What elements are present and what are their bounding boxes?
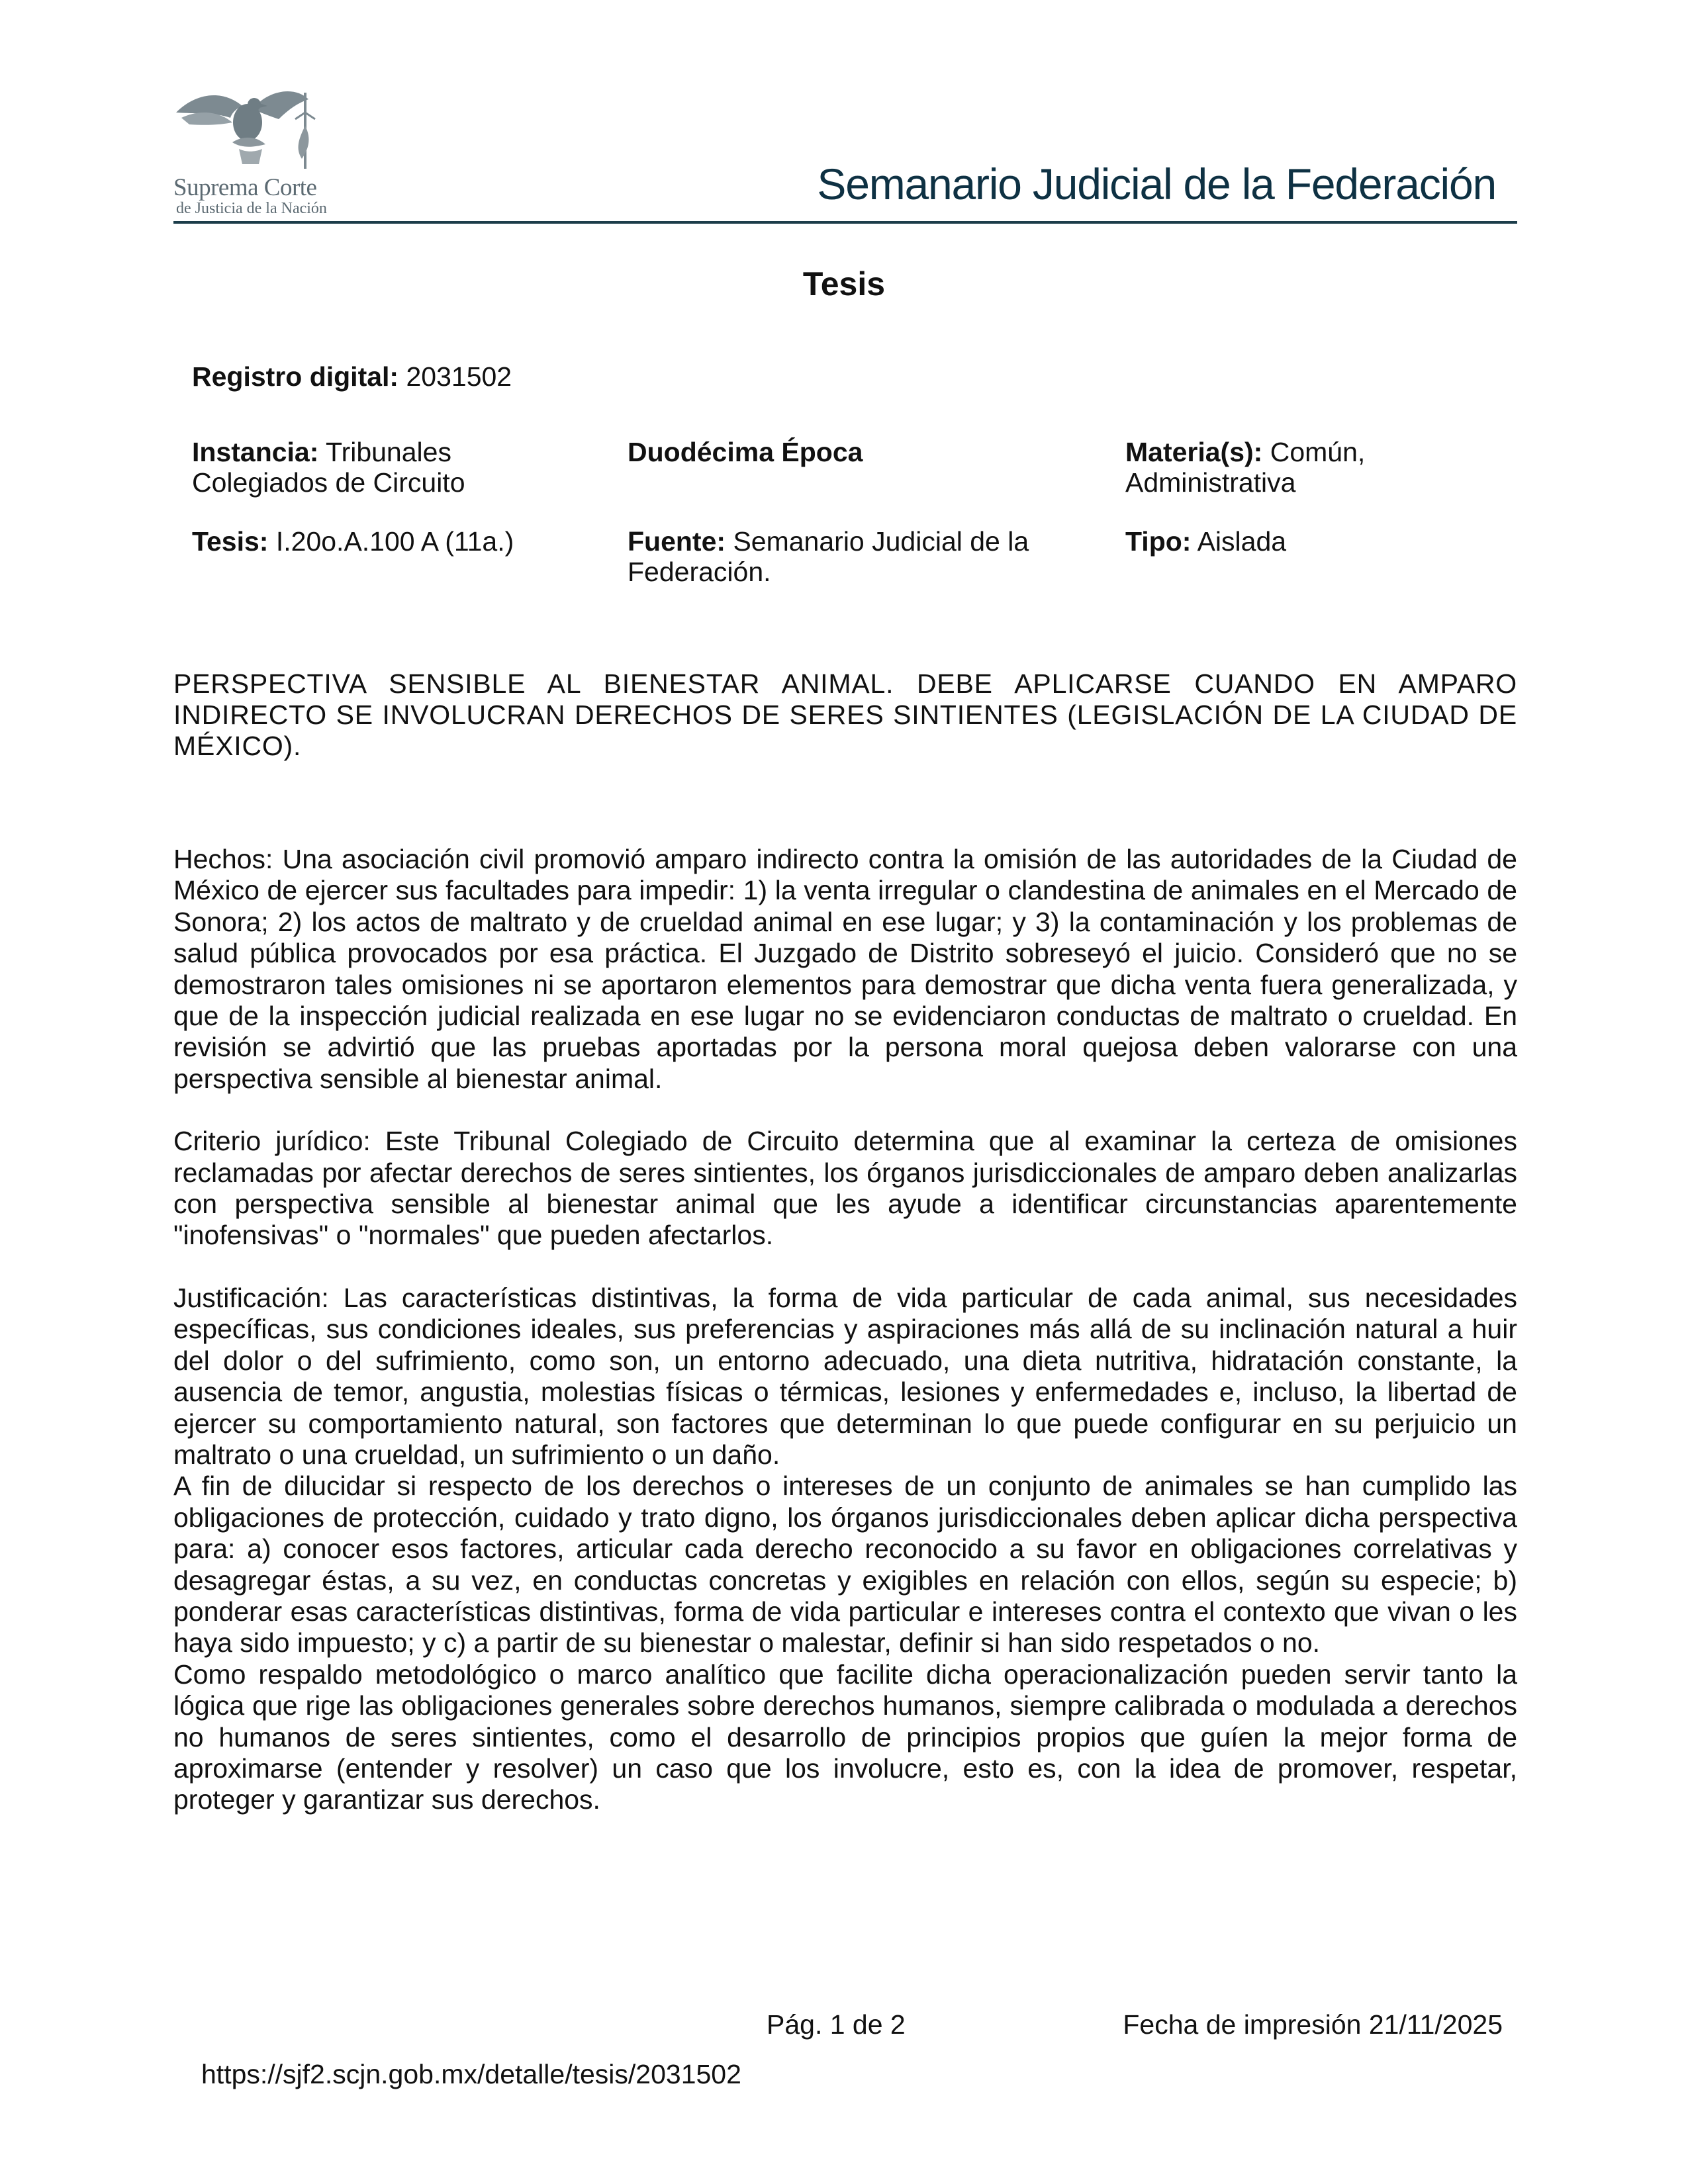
logo-subtitle: de Justicia de la Nación	[176, 200, 327, 217]
tipo-value: Aislada	[1197, 526, 1287, 557]
epoca-label: Duodécima Época	[628, 437, 863, 467]
tesis-label: Tesis:	[192, 526, 269, 557]
registro-digital	[192, 361, 512, 392]
tesis-number	[192, 526, 602, 557]
fuente-value: Semanario Judicial de la Federación.	[628, 526, 1029, 587]
print-date: Fecha de impresión 21/11/2025	[1123, 2009, 1503, 2040]
instancia-value: Tribunales Colegiados de Circuito	[192, 437, 465, 498]
paragraph-justificacion-2: A fin de dilucidar si respecto de los derechos o intereses de un conjunto de animales se han cumplido las obligaciones de protección, cuidado y trato digno, los órganos jurisdiccionales deben aplicar dicha perspectiva para: a) conocer esos factores, articular cada derecho reconocido a su favor en obligaciones correlativas y desagregar éstas, a su vez, en conductas concretas y exigibles en relación con ellos, según su especie; b) ponderar esas características distintivas, forma de vida particular e intereses contra el contexto que vivan o les haya sido impuesto; y c) a partir de su bienestar o malestar, definir si han sido respetados o no.	[173, 1471, 1517, 1659]
page-number: Pág. 1 de 2	[767, 2009, 906, 2040]
logo-name: Suprema Corte	[173, 174, 317, 201]
thesis-body	[173, 844, 1517, 1816]
tesis-value: I.20o.A.100 A (11a.)	[275, 526, 514, 557]
registro-value: 2031502	[406, 361, 512, 392]
paragraph-criterio: Criterio jurídico: Este Tribunal Colegiado de Circuito determina que al examinar la certeza de omisiones reclamadas por afectar derechos de seres sintientes, los órganos jurisdiccionales de amparo deben analizarlas con perspectiva sensible al bienestar animal que les ayude a identificar circunstancias aparentemente "inofensivas" o "normales" que pueden afectarlos.	[173, 1126, 1517, 1251]
materias-label: Materia(s):	[1125, 437, 1263, 467]
source-url-link[interactable]: https://sjf2.scjn.gob.mx/detalle/tesis/2031502	[201, 2059, 741, 2089]
materias	[1125, 437, 1470, 498]
eagle-emblem-icon	[169, 86, 342, 172]
paragraph-justificacion: Justificación: Las características distintivas, la forma de vida particular de cada animal, sus necesidades específicas, sus condiciones ideales, sus preferencias y aspiraciones más allá de su inclinación natural a huir del dolor o del sufrimiento, como son, un entorno adecuado, una dieta nutritiva, hidratación constante, la ausencia de temor, angustia, molestias físicas o térmicas, lesiones y enfermedades e, incluso, la libertad de ejercer su comportamiento natural, son factores que determinan lo que puede configurar en su perjuicio un maltrato o una crueldad, un sufrimiento o un daño.	[173, 1282, 1517, 1470]
registro-label: Registro digital:	[192, 361, 399, 392]
tipo-label: Tipo:	[1125, 526, 1192, 557]
tipo	[1125, 526, 1286, 557]
instancia-label: Instancia:	[192, 437, 319, 467]
site-title: Semanario Judicial de la Federación	[817, 159, 1496, 208]
fuente	[628, 526, 1084, 587]
paragraph-justificacion-3: Como respaldo metodológico o marco analítico que facilite dicha operacionalización pueden servir tanto la lógica que rige las obligaciones generales sobre derechos humanos, siempre calibrada o modulada a derechos no humanos de seres sintientes, como el desarrollo de principios propios que guíen la mejor forma de aproximarse (entender y resolver) un caso que los involucre, esto es, con la idea de promover, respetar, proteger y garantizar sus derechos.	[173, 1659, 1517, 1815]
epoca	[628, 437, 863, 467]
instancia	[192, 437, 563, 498]
paragraph-hechos: Hechos: Una asociación civil promovió amparo indirecto contra la omisión de las autoridades de la Ciudad de México de ejercer sus facultades para impedir: 1) la venta irregular o clandestina de animales en el Mercado de Sonora; 2) los actos de maltrato y de crueldad animal en ese lugar; y 3) la contaminación y los problemas de salud pública provocados por esa práctica. El Juzgado de Distrito sobreseyó el juicio. Consideró que no se demostraron tales omisiones ni se aportaron elementos para demostrar que dicha venta fuera generalizada, y que de la inspección judicial realizada en ese lugar no se evidenciaron conductas de maltrato o crueldad. En revisión se advirtió que las pruebas aportadas por la persona moral quejosa deben valorarse con una perspectiva sensible al bienestar animal.	[173, 844, 1517, 1094]
document-type-heading: Tesis	[802, 265, 886, 302]
materias-value: Común, Administrativa	[1125, 437, 1366, 498]
fuente-label: Fuente:	[628, 526, 726, 557]
header-divider	[173, 221, 1517, 224]
thesis-title: PERSPECTIVA SENSIBLE AL BIENESTAR ANIMAL. DEBE APLICARSE CUANDO EN AMPARO INDIRECTO SE INVOLUCRAN DERECHOS DE SERES SINTIENTES (LEGISLACIÓN DE LA CIUDAD DE MÉXICO).	[173, 668, 1517, 761]
scjn-logo	[169, 86, 342, 218]
